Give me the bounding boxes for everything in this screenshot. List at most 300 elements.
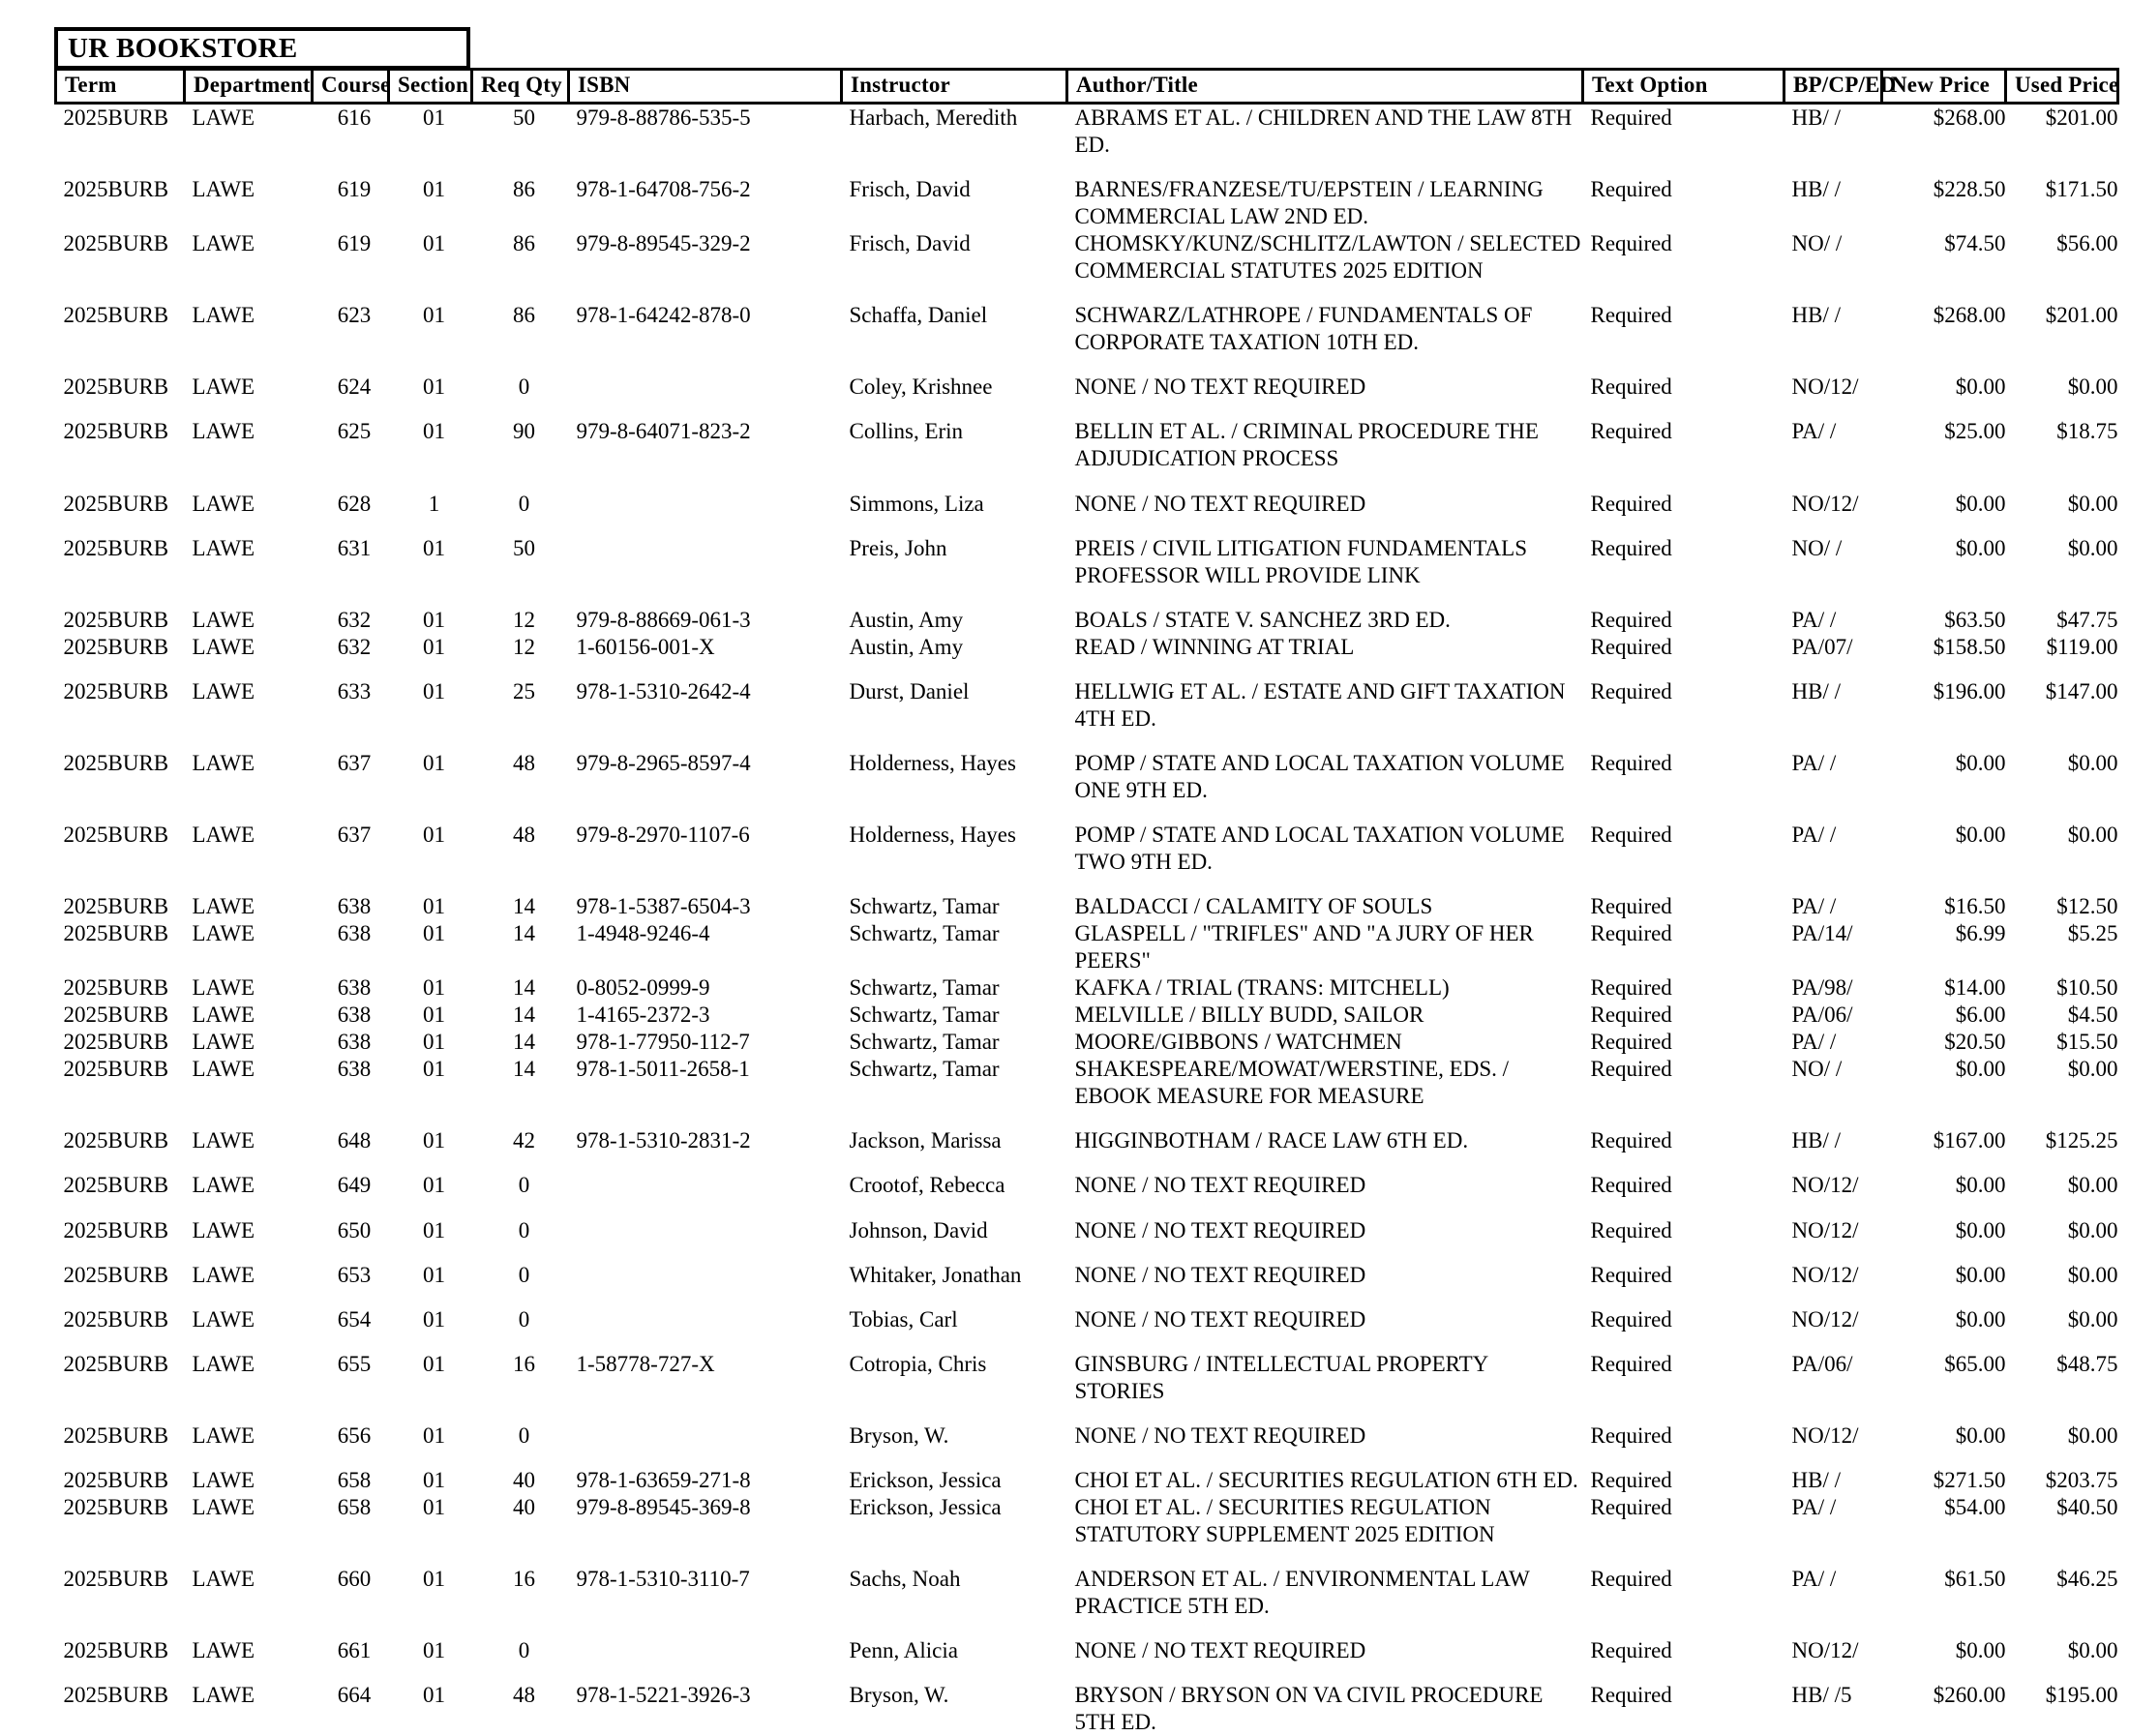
cell-used-price: $0.00 xyxy=(2006,1306,2118,1333)
cell-req-qty: 86 xyxy=(472,230,569,284)
cell-course: 656 xyxy=(313,1422,389,1450)
cell-section: 01 xyxy=(389,678,472,733)
cell-author-title: GINSBURG / INTELLECTUAL PROPERTY STORIES xyxy=(1067,1351,1583,1405)
cell-course: 658 xyxy=(313,1467,389,1494)
cell-text-option: Required xyxy=(1583,974,1784,1002)
row-spacer xyxy=(56,1289,2118,1306)
table-row xyxy=(56,1127,2118,1154)
cell-course: 638 xyxy=(313,1029,389,1056)
cell-isbn: 979-8-89545-329-2 xyxy=(569,230,842,284)
cell-author-title: MOORE/GIBBONS / WATCHMEN xyxy=(1067,1029,1583,1056)
cell-department: LAWE xyxy=(185,822,313,876)
column-header-instructor: Instructor xyxy=(842,70,1067,104)
cell-term: 2025BURB xyxy=(56,974,185,1002)
cell-new-price: $260.00 xyxy=(1882,1682,2006,1736)
cell-text-option: Required xyxy=(1583,491,1784,518)
cell-new-price: $167.00 xyxy=(1882,1127,2006,1154)
cell-department: LAWE xyxy=(185,1029,313,1056)
cell-bp-cp-ed: PA/ / xyxy=(1784,418,1882,472)
cell-section: 01 xyxy=(389,1422,472,1450)
table-row xyxy=(56,1029,2118,1056)
cell-section: 01 xyxy=(389,302,472,356)
row-spacer xyxy=(56,1154,2118,1172)
cell-text-option: Required xyxy=(1583,1637,1784,1664)
cell-section: 01 xyxy=(389,893,472,920)
cell-department: LAWE xyxy=(185,1262,313,1289)
row-spacer-cell xyxy=(56,1405,2118,1422)
cell-bp-cp-ed: HB/ / xyxy=(1784,1467,1882,1494)
cell-text-option: Required xyxy=(1583,230,1784,284)
cell-instructor: Schwartz, Tamar xyxy=(842,893,1067,920)
cell-used-price: $47.75 xyxy=(2006,607,2118,634)
cell-req-qty: 48 xyxy=(472,822,569,876)
cell-author-title: HIGGINBOTHAM / RACE LAW 6TH ED. xyxy=(1067,1127,1583,1154)
row-spacer-cell xyxy=(56,1110,2118,1127)
cell-course: 660 xyxy=(313,1566,389,1620)
cell-bp-cp-ed: HB/ / xyxy=(1784,176,1882,230)
cell-course: 653 xyxy=(313,1262,389,1289)
row-spacer xyxy=(56,1548,2118,1566)
cell-instructor: Harbach, Meredith xyxy=(842,104,1067,160)
cell-section: 01 xyxy=(389,920,472,974)
cell-term: 2025BURB xyxy=(56,1682,185,1736)
cell-new-price: $196.00 xyxy=(1882,678,2006,733)
cell-used-price: $195.00 xyxy=(2006,1682,2118,1736)
cell-term: 2025BURB xyxy=(56,1306,185,1333)
cell-instructor: Schwartz, Tamar xyxy=(842,1029,1067,1056)
cell-bp-cp-ed: HB/ / xyxy=(1784,1127,1882,1154)
cell-section: 01 xyxy=(389,1217,472,1244)
cell-text-option: Required xyxy=(1583,535,1784,589)
cell-author-title: NONE / NO TEXT REQUIRED xyxy=(1067,1306,1583,1333)
table-row xyxy=(56,974,2118,1002)
cell-used-price: $46.25 xyxy=(2006,1566,2118,1620)
cell-course: 649 xyxy=(313,1172,389,1199)
table-row xyxy=(56,1306,2118,1333)
cell-text-option: Required xyxy=(1583,1172,1784,1199)
row-spacer-cell xyxy=(56,1154,2118,1172)
cell-isbn: 1-60156-001-X xyxy=(569,634,842,661)
cell-text-option: Required xyxy=(1583,1029,1784,1056)
row-spacer xyxy=(56,1110,2118,1127)
cell-course: 619 xyxy=(313,230,389,284)
row-spacer-cell xyxy=(56,733,2118,750)
cell-author-title: GLASPELL / "TRIFLES" AND "A JURY OF HER PEERS" xyxy=(1067,920,1583,974)
cell-author-title: NONE / NO TEXT REQUIRED xyxy=(1067,374,1583,401)
cell-req-qty: 48 xyxy=(472,1682,569,1736)
cell-section: 01 xyxy=(389,1306,472,1333)
cell-term: 2025BURB xyxy=(56,1637,185,1664)
cell-new-price: $74.50 xyxy=(1882,230,2006,284)
cell-text-option: Required xyxy=(1583,1467,1784,1494)
cell-text-option: Required xyxy=(1583,1351,1784,1405)
cell-new-price: $14.00 xyxy=(1882,974,2006,1002)
cell-section: 01 xyxy=(389,1494,472,1548)
row-spacer xyxy=(56,1405,2118,1422)
cell-req-qty: 40 xyxy=(472,1494,569,1548)
cell-instructor: Austin, Amy xyxy=(842,607,1067,634)
cell-section: 01 xyxy=(389,634,472,661)
cell-new-price: $0.00 xyxy=(1882,1056,2006,1110)
cell-used-price: $119.00 xyxy=(2006,634,2118,661)
cell-req-qty: 0 xyxy=(472,491,569,518)
cell-author-title: NONE / NO TEXT REQUIRED xyxy=(1067,1262,1583,1289)
cell-term: 2025BURB xyxy=(56,104,185,160)
cell-department: LAWE xyxy=(185,1682,313,1736)
column-header-term: Term xyxy=(56,70,185,104)
cell-text-option: Required xyxy=(1583,374,1784,401)
cell-bp-cp-ed: NO/12/ xyxy=(1784,1262,1882,1289)
cell-text-option: Required xyxy=(1583,1002,1784,1029)
page-title: UR BOOKSTORE xyxy=(68,35,298,63)
cell-new-price: $61.50 xyxy=(1882,1566,2006,1620)
cell-isbn xyxy=(569,491,842,518)
row-spacer xyxy=(56,1620,2118,1637)
table-row xyxy=(56,374,2118,401)
cell-used-price: $15.50 xyxy=(2006,1029,2118,1056)
cell-department: LAWE xyxy=(185,535,313,589)
table-row xyxy=(56,678,2118,733)
cell-isbn xyxy=(569,1422,842,1450)
cell-instructor: Sachs, Noah xyxy=(842,1566,1067,1620)
cell-new-price: $54.00 xyxy=(1882,1494,2006,1548)
column-header-department: Department xyxy=(185,70,313,104)
cell-used-price: $48.75 xyxy=(2006,1351,2118,1405)
cell-instructor: Frisch, David xyxy=(842,230,1067,284)
row-spacer xyxy=(56,804,2118,822)
table-header-row xyxy=(56,70,2118,104)
cell-instructor: Schwartz, Tamar xyxy=(842,1056,1067,1110)
cell-isbn xyxy=(569,1637,842,1664)
column-header-section: Section xyxy=(389,70,472,104)
cell-department: LAWE xyxy=(185,104,313,160)
cell-term: 2025BURB xyxy=(56,1127,185,1154)
cell-course: 632 xyxy=(313,634,389,661)
report-title-box xyxy=(54,27,470,70)
cell-used-price: $0.00 xyxy=(2006,491,2118,518)
cell-section: 01 xyxy=(389,750,472,804)
cell-term: 2025BURB xyxy=(56,302,185,356)
cell-author-title: NONE / NO TEXT REQUIRED xyxy=(1067,491,1583,518)
cell-term: 2025BURB xyxy=(56,893,185,920)
cell-used-price: $0.00 xyxy=(2006,1637,2118,1664)
cell-used-price: $40.50 xyxy=(2006,1494,2118,1548)
table-row xyxy=(56,1351,2118,1405)
column-header-bp-cp-ed: BP/CP/ED xyxy=(1784,70,1882,104)
cell-used-price: $0.00 xyxy=(2006,1172,2118,1199)
column-header-new-price: New Price xyxy=(1882,70,2006,104)
cell-department: LAWE xyxy=(185,374,313,401)
table-row xyxy=(56,607,2118,634)
cell-bp-cp-ed: HB/ / xyxy=(1784,678,1882,733)
cell-course: 650 xyxy=(313,1217,389,1244)
cell-isbn: 979-8-2965-8597-4 xyxy=(569,750,842,804)
cell-req-qty: 86 xyxy=(472,302,569,356)
cell-used-price: $56.00 xyxy=(2006,230,2118,284)
cell-text-option: Required xyxy=(1583,418,1784,472)
cell-course: 628 xyxy=(313,491,389,518)
row-spacer xyxy=(56,1664,2118,1682)
cell-course: 616 xyxy=(313,104,389,160)
cell-department: LAWE xyxy=(185,302,313,356)
cell-section: 01 xyxy=(389,418,472,472)
cell-isbn: 1-4948-9246-4 xyxy=(569,920,842,974)
table-row xyxy=(56,1566,2118,1620)
row-spacer xyxy=(56,284,2118,302)
table-header xyxy=(56,70,2118,104)
cell-term: 2025BURB xyxy=(56,822,185,876)
cell-term: 2025BURB xyxy=(56,750,185,804)
cell-used-price: $0.00 xyxy=(2006,822,2118,876)
cell-used-price: $4.50 xyxy=(2006,1002,2118,1029)
cell-new-price: $0.00 xyxy=(1882,750,2006,804)
cell-req-qty: 0 xyxy=(472,1637,569,1664)
cell-department: LAWE xyxy=(185,1002,313,1029)
cell-used-price: $0.00 xyxy=(2006,1262,2118,1289)
cell-used-price: $5.25 xyxy=(2006,920,2118,974)
cell-isbn: 978-1-5387-6504-3 xyxy=(569,893,842,920)
cell-text-option: Required xyxy=(1583,1127,1784,1154)
cell-author-title: BELLIN ET AL. / CRIMINAL PROCEDURE THE ADJUDICATION PROCESS xyxy=(1067,418,1583,472)
cell-author-title: NONE / NO TEXT REQUIRED xyxy=(1067,1217,1583,1244)
cell-isbn: 1-58778-727-X xyxy=(569,1351,842,1405)
cell-isbn: 0-8052-0999-9 xyxy=(569,974,842,1002)
table-row xyxy=(56,1217,2118,1244)
cell-req-qty: 40 xyxy=(472,1467,569,1494)
cell-course: 638 xyxy=(313,893,389,920)
row-spacer-cell xyxy=(56,1289,2118,1306)
cell-isbn xyxy=(569,374,842,401)
column-header-used-price: Used Price xyxy=(2006,70,2118,104)
cell-instructor: Holderness, Hayes xyxy=(842,750,1067,804)
table-row xyxy=(56,1056,2118,1110)
cell-instructor: Bryson, W. xyxy=(842,1422,1067,1450)
cell-new-price: $16.50 xyxy=(1882,893,2006,920)
row-spacer xyxy=(56,1450,2118,1467)
table-row xyxy=(56,1422,2118,1450)
cell-author-title: HELLWIG ET AL. / ESTATE AND GIFT TAXATION 4TH ED. xyxy=(1067,678,1583,733)
cell-department: LAWE xyxy=(185,893,313,920)
cell-term: 2025BURB xyxy=(56,230,185,284)
cell-new-price: $0.00 xyxy=(1882,1306,2006,1333)
cell-new-price: $0.00 xyxy=(1882,822,2006,876)
cell-term: 2025BURB xyxy=(56,176,185,230)
cell-section: 01 xyxy=(389,374,472,401)
table-row xyxy=(56,418,2118,472)
cell-used-price: $203.75 xyxy=(2006,1467,2118,1494)
cell-instructor: Holderness, Hayes xyxy=(842,822,1067,876)
cell-req-qty: 50 xyxy=(472,535,569,589)
cell-term: 2025BURB xyxy=(56,1056,185,1110)
cell-bp-cp-ed: HB/ / xyxy=(1784,302,1882,356)
row-spacer-cell xyxy=(56,589,2118,607)
cell-author-title: POMP / STATE AND LOCAL TAXATION VOLUME TWO 9TH ED. xyxy=(1067,822,1583,876)
cell-bp-cp-ed: NO/ / xyxy=(1784,1056,1882,1110)
cell-author-title: SHAKESPEARE/MOWAT/WERSTINE, EDS. / EBOOK MEASURE FOR MEASURE xyxy=(1067,1056,1583,1110)
cell-term: 2025BURB xyxy=(56,1494,185,1548)
cell-author-title: ABRAMS ET AL. / CHILDREN AND THE LAW 8TH ED. xyxy=(1067,104,1583,160)
column-header-text-option: Text Option xyxy=(1583,70,1784,104)
row-spacer-cell xyxy=(56,1548,2118,1566)
cell-instructor: Erickson, Jessica xyxy=(842,1494,1067,1548)
table-row xyxy=(56,302,2118,356)
table-row xyxy=(56,1467,2118,1494)
cell-req-qty: 86 xyxy=(472,176,569,230)
cell-section: 01 xyxy=(389,607,472,634)
cell-req-qty: 16 xyxy=(472,1351,569,1405)
cell-new-price: $0.00 xyxy=(1882,1262,2006,1289)
cell-course: 619 xyxy=(313,176,389,230)
table-row xyxy=(56,1262,2118,1289)
cell-isbn: 979-8-88669-061-3 xyxy=(569,607,842,634)
cell-term: 2025BURB xyxy=(56,1029,185,1056)
cell-instructor: Penn, Alicia xyxy=(842,1637,1067,1664)
cell-used-price: $201.00 xyxy=(2006,302,2118,356)
table-row xyxy=(56,176,2118,230)
cell-department: LAWE xyxy=(185,1467,313,1494)
table-row xyxy=(56,535,2118,589)
cell-used-price: $125.25 xyxy=(2006,1127,2118,1154)
cell-department: LAWE xyxy=(185,1351,313,1405)
table-row xyxy=(56,230,2118,284)
cell-author-title: CHOI ET AL. / SECURITIES REGULATION 6TH ED. xyxy=(1067,1467,1583,1494)
cell-course: 625 xyxy=(313,418,389,472)
cell-department: LAWE xyxy=(185,1172,313,1199)
cell-course: 638 xyxy=(313,920,389,974)
row-spacer-cell xyxy=(56,1200,2118,1217)
cell-new-price: $20.50 xyxy=(1882,1029,2006,1056)
cell-author-title: READ / WINNING AT TRIAL xyxy=(1067,634,1583,661)
cell-instructor: Schwartz, Tamar xyxy=(842,1002,1067,1029)
cell-section: 01 xyxy=(389,1566,472,1620)
cell-section: 01 xyxy=(389,1467,472,1494)
cell-bp-cp-ed: PA/ / xyxy=(1784,1566,1882,1620)
cell-author-title: NONE / NO TEXT REQUIRED xyxy=(1067,1422,1583,1450)
cell-isbn xyxy=(569,1172,842,1199)
row-spacer-cell xyxy=(56,473,2118,491)
cell-author-title: BALDACCI / CALAMITY OF SOULS xyxy=(1067,893,1583,920)
cell-course: 661 xyxy=(313,1637,389,1664)
row-spacer-cell xyxy=(56,356,2118,374)
cell-term: 2025BURB xyxy=(56,920,185,974)
cell-section: 01 xyxy=(389,1682,472,1736)
cell-bp-cp-ed: NO/12/ xyxy=(1784,491,1882,518)
row-spacer-cell xyxy=(56,1333,2118,1351)
cell-text-option: Required xyxy=(1583,678,1784,733)
cell-used-price: $18.75 xyxy=(2006,418,2118,472)
cell-text-option: Required xyxy=(1583,1682,1784,1736)
cell-instructor: Cotropia, Chris xyxy=(842,1351,1067,1405)
cell-instructor: Coley, Krishnee xyxy=(842,374,1067,401)
cell-isbn: 979-8-89545-369-8 xyxy=(569,1494,842,1548)
cell-course: 623 xyxy=(313,302,389,356)
cell-new-price: $268.00 xyxy=(1882,302,2006,356)
cell-bp-cp-ed: PA/07/ xyxy=(1784,634,1882,661)
cell-course: 638 xyxy=(313,974,389,1002)
table-body xyxy=(56,104,2118,1736)
cell-term: 2025BURB xyxy=(56,535,185,589)
cell-used-price: $0.00 xyxy=(2006,535,2118,589)
cell-bp-cp-ed: NO/12/ xyxy=(1784,1217,1882,1244)
cell-isbn: 978-1-5310-2831-2 xyxy=(569,1127,842,1154)
cell-bp-cp-ed: PA/06/ xyxy=(1784,1002,1882,1029)
cell-course: 637 xyxy=(313,750,389,804)
column-header-author-title: Author/Title xyxy=(1067,70,1583,104)
cell-new-price: $6.00 xyxy=(1882,1002,2006,1029)
table-row xyxy=(56,920,2118,974)
cell-section: 01 xyxy=(389,1002,472,1029)
cell-used-price: $171.50 xyxy=(2006,176,2118,230)
row-spacer-cell xyxy=(56,1664,2118,1682)
cell-course: 648 xyxy=(313,1127,389,1154)
cell-isbn: 978-1-5310-3110-7 xyxy=(569,1566,842,1620)
cell-isbn: 978-1-5011-2658-1 xyxy=(569,1056,842,1110)
cell-author-title: CHOI ET AL. / SECURITIES REGULATION STATUTORY SUPPLEMENT 2025 EDITION xyxy=(1067,1494,1583,1548)
row-spacer-cell xyxy=(56,159,2118,176)
cell-instructor: Whitaker, Jonathan xyxy=(842,1262,1067,1289)
cell-bp-cp-ed: PA/ / xyxy=(1784,893,1882,920)
cell-section: 01 xyxy=(389,1029,472,1056)
row-spacer xyxy=(56,356,2118,374)
cell-used-price: $201.00 xyxy=(2006,104,2118,160)
cell-instructor: Tobias, Carl xyxy=(842,1306,1067,1333)
cell-course: 658 xyxy=(313,1494,389,1548)
cell-instructor: Erickson, Jessica xyxy=(842,1467,1067,1494)
cell-req-qty: 50 xyxy=(472,104,569,160)
cell-course: 637 xyxy=(313,822,389,876)
table-row xyxy=(56,1637,2118,1664)
cell-course: 638 xyxy=(313,1002,389,1029)
row-spacer xyxy=(56,518,2118,535)
cell-new-price: $6.99 xyxy=(1882,920,2006,974)
cell-bp-cp-ed: NO/12/ xyxy=(1784,374,1882,401)
cell-author-title: KAFKA / TRIAL (TRANS: MITCHELL) xyxy=(1067,974,1583,1002)
table-row xyxy=(56,1172,2118,1199)
cell-author-title: BRYSON / BRYSON ON VA CIVIL PROCEDURE 5TH ED. xyxy=(1067,1682,1583,1736)
cell-author-title: CHOMSKY/KUNZ/SCHLITZ/LAWTON / SELECTED COMMERCIAL STATUTES 2025 EDITION xyxy=(1067,230,1583,284)
row-spacer xyxy=(56,473,2118,491)
cell-req-qty: 14 xyxy=(472,1002,569,1029)
cell-text-option: Required xyxy=(1583,634,1784,661)
cell-bp-cp-ed: HB/ / xyxy=(1784,104,1882,160)
cell-term: 2025BURB xyxy=(56,1351,185,1405)
cell-req-qty: 0 xyxy=(472,1262,569,1289)
cell-department: LAWE xyxy=(185,1056,313,1110)
cell-department: LAWE xyxy=(185,920,313,974)
cell-instructor: Austin, Amy xyxy=(842,634,1067,661)
row-spacer-cell xyxy=(56,401,2118,418)
table-row xyxy=(56,104,2118,160)
cell-bp-cp-ed: NO/ / xyxy=(1784,230,1882,284)
cell-text-option: Required xyxy=(1583,1262,1784,1289)
cell-section: 01 xyxy=(389,1056,472,1110)
row-spacer-cell xyxy=(56,876,2118,893)
cell-instructor: Crootof, Rebecca xyxy=(842,1172,1067,1199)
table-row xyxy=(56,1494,2118,1548)
cell-instructor: Preis, John xyxy=(842,535,1067,589)
cell-text-option: Required xyxy=(1583,1056,1784,1110)
row-spacer xyxy=(56,661,2118,678)
cell-section: 01 xyxy=(389,974,472,1002)
cell-text-option: Required xyxy=(1583,176,1784,230)
cell-new-price: $0.00 xyxy=(1882,374,2006,401)
cell-new-price: $0.00 xyxy=(1882,1422,2006,1450)
cell-section: 01 xyxy=(389,1637,472,1664)
cell-section: 01 xyxy=(389,1127,472,1154)
cell-author-title: BOALS / STATE V. SANCHEZ 3RD ED. xyxy=(1067,607,1583,634)
cell-section: 1 xyxy=(389,491,472,518)
column-header-course: Course xyxy=(313,70,389,104)
